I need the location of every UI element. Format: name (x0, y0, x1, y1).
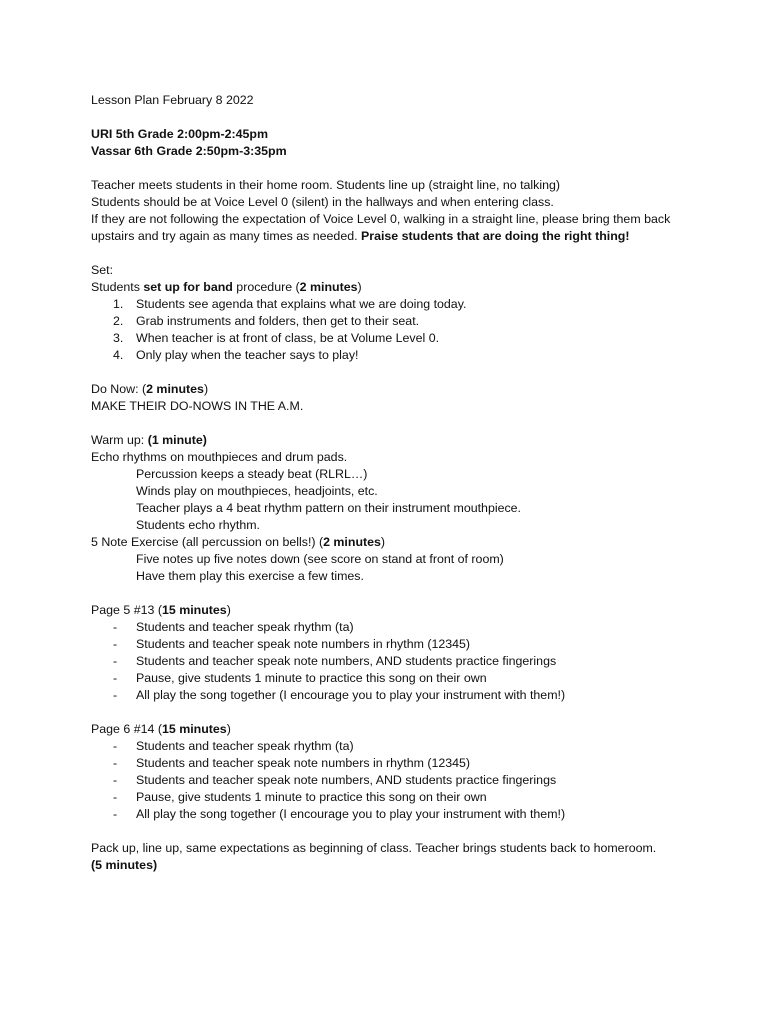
list-item: - Students and teacher speak rhythm (ta) (113, 620, 354, 634)
list-item: Percussion keeps a steady beat (RLRL…) (136, 467, 368, 481)
intro-line: upstairs and try again as many times as needed. Praise students that are doing the right thing! (91, 229, 630, 243)
schedule-line: URI 5th Grade 2:00pm-2:45pm (91, 127, 268, 141)
list-item: Winds play on mouthpieces, headjoints, etc. (136, 484, 378, 498)
list-item: - Students and teacher speak rhythm (ta) (113, 739, 354, 753)
set-line: Students set up for band procedure (2 minutes) (91, 280, 362, 294)
list-item: - Students and teacher speak note numbers, AND students practice fingerings (113, 654, 557, 668)
intro-line: If they are not following the expectation of Voice Level 0, walking in a straight line, please bring them back (91, 212, 671, 226)
list-item: 4. Only play when the teacher says to play! (113, 348, 359, 362)
intro-line: Teacher meets students in their home room. Students line up (straight line, no talking) (91, 178, 561, 192)
schedule-line: Vassar 6th Grade 2:50pm-3:35pm (91, 144, 287, 158)
list-item: Students echo rhythm. (136, 518, 260, 532)
list-item: Teacher plays a 4 beat rhythm pattern on their instrument mouthpiece. (136, 501, 522, 515)
intro-line: Students should be at Voice Level 0 (silent) in the hallways and when entering class. (91, 195, 554, 209)
list-item: - Students and teacher speak note numbers in rhythm (12345) (113, 756, 471, 770)
list-item: - All play the song together (I encourage you to play your instrument with them!) (113, 688, 566, 702)
page5-heading: Page 5 #13 (15 minutes) (91, 603, 231, 617)
warm-up-echo: Echo rhythms on mouthpieces and drum pads. (91, 450, 348, 464)
warm-up-heading: Warm up: (1 minute) (91, 433, 207, 447)
do-now-heading: Do Now: (2 minutes) (91, 382, 209, 396)
page-title: Lesson Plan February 8 2022 (91, 93, 254, 107)
set-steps-list (91, 296, 708, 364)
list-item: - All play the song together (I encourage you to play your instrument with them!) (113, 807, 566, 821)
page6-heading: Page 6 #14 (15 minutes) (91, 722, 231, 736)
pack-up-line: Pack up, line up, same expectations as beginning of class. Teacher brings students back to homeroom. (91, 841, 657, 855)
page5-list (91, 619, 708, 704)
list-item: 3. When teacher is at front of class, be at Volume Level 0. (113, 331, 440, 345)
do-now-note: MAKE THEIR DO-NOWS IN THE A.M. (91, 399, 304, 413)
list-item: - Pause, give students 1 minute to practice this song on their own (113, 790, 487, 804)
pack-up-time: (5 minutes) (91, 858, 158, 872)
list-item: - Pause, give students 1 minute to practice this song on their own (113, 671, 487, 685)
list-item: Have them play this exercise a few times. (136, 569, 364, 583)
list-item: - Students and teacher speak note numbers, AND students practice fingerings (113, 773, 557, 787)
set-heading: Set: (91, 263, 114, 277)
exercise-heading: 5 Note Exercise (all percussion on bells!) (2 minutes) (91, 535, 386, 549)
list-item: 2. Grab instruments and folders, then get to their seat. (113, 314, 420, 328)
list-item: Five notes up five notes down (see score on stand at front of room) (136, 552, 504, 566)
list-item: 1. Students see agenda that explains what we are doing today. (113, 297, 467, 311)
page6-list (91, 738, 708, 823)
list-item: - Students and teacher speak note numbers in rhythm (12345) (113, 637, 471, 651)
